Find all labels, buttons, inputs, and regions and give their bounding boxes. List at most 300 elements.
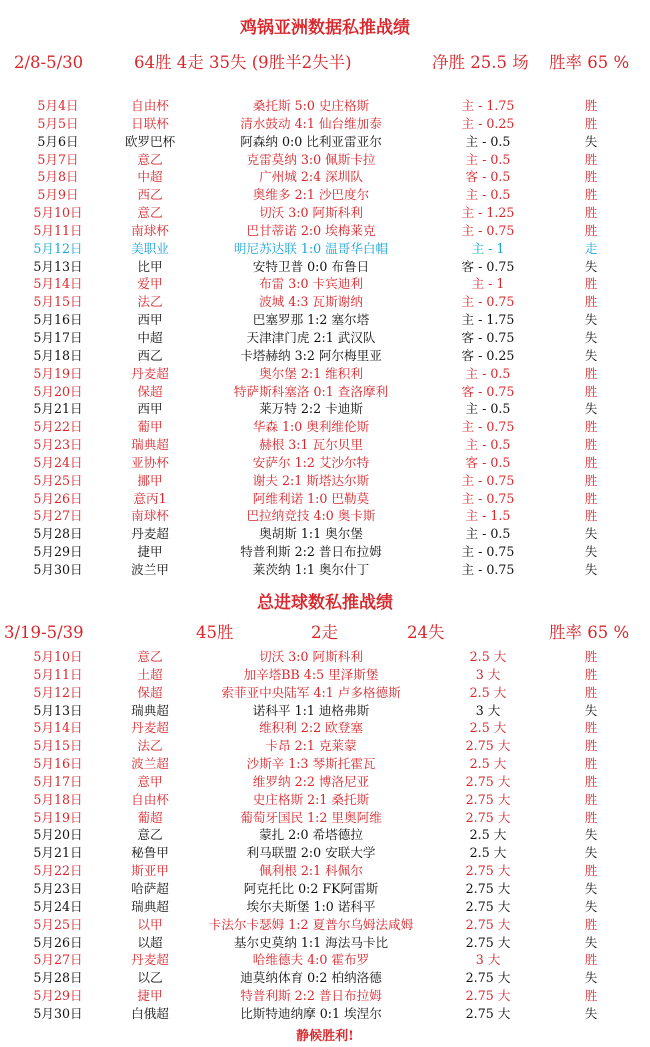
league-cell: 哈萨超 [131,880,169,896]
match-cell: 诺科平 1:1 迪格弗斯 [252,702,370,718]
date-cell: 5月24日 [33,454,83,470]
line-cell: 2.5 大 [469,827,507,843]
result-cell: 失 [584,544,598,560]
match-cell: 维积利 2:2 欧登塞 [259,720,363,736]
result-cell: 胜 [584,383,598,399]
date-cell: 5月4日 [37,98,79,113]
match-cell: 比斯特迪纳摩 0:1 埃涅尔 [240,1005,382,1021]
league-cell: 丹麦超 [131,526,169,542]
league-cell: 亚协杯 [131,454,169,470]
date-cell: 5月21日 [33,401,83,417]
match-cell: 佩利根 2:1 科佩尔 [259,863,363,879]
result-cell: 胜 [584,490,598,506]
table-row [0,737,650,755]
table-row [0,329,650,347]
line-cell: 2.75 大 [465,773,511,789]
date-cell: 5月19日 [33,365,83,381]
match-cell: 波城 4:3 瓦斯谢纳 [259,294,363,310]
line-cell: 2.5 大 [469,720,507,736]
date-cell: 5月29日 [33,544,83,560]
league-cell: 比甲 [137,258,163,274]
date-cell: 5月14日 [33,720,83,736]
result-cell: 胜 [584,169,598,185]
line-cell: 主 - 0.25 [461,115,515,131]
line-cell: 2.75 大 [465,970,511,986]
table-row [0,844,650,862]
date-cell: 5月27日 [33,508,83,524]
line-cell: 主 - 0.5 [465,526,511,542]
result-cell: 胜 [584,720,598,736]
league-cell: 斯亚甲 [131,863,169,879]
table-row [0,719,650,737]
result-cell: 胜 [584,187,598,203]
line-cell: 主 - 0.75 [461,544,515,560]
date-cell: 5月20日 [33,827,83,843]
goals-table [0,648,650,1023]
match-cell: 沙斯辛 1:3 琴斯托霍瓦 [246,756,376,772]
date-cell: 5月18日 [33,347,83,363]
table-row [0,151,650,169]
league-cell: 法乙 [137,294,163,310]
table-row [0,383,650,401]
league-cell: 丹麦超 [131,365,169,381]
match-cell: 克雷莫纳 3:0 佩斯卡拉 [246,151,376,167]
result-cell: 失 [584,561,598,577]
date-cell: 5月6日 [37,133,79,149]
match-cell: 安萨尔 1:2 艾沙尔特 [252,454,370,470]
table-row [0,826,650,844]
match-cell: 迪莫纳体育 0:2 柏纳洛德 [240,970,382,986]
match-cell: 奥尔堡 2:1 维积利 [259,365,363,381]
result-cell: 胜 [584,365,598,381]
table-row [0,347,650,365]
league-cell: 爱甲 [137,276,163,292]
line-cell: 主 - 0.75 [461,561,515,577]
date-cell: 5月27日 [33,952,83,968]
league-cell: 以乙 [137,970,163,986]
line-cell: 2.5 大 [469,649,507,664]
line-cell: 客 - 0.5 [465,169,511,185]
result-cell: 走 [584,240,598,256]
match-cell: 特萨斯科塞洛 0:1 查洛摩利 [233,383,389,399]
result-cell: 胜 [584,508,598,524]
match-cell: 特普利斯 2:2 普日布拉姆 [240,988,382,1004]
match-cell: 维罗纳 2:2 博洛尼亚 [252,773,370,789]
line-cell: 2.5 大 [469,756,507,772]
table-row [0,880,650,898]
result-cell: 胜 [584,863,598,879]
line-cell: 主 - 0.75 [461,222,515,238]
date-cell: 5月30日 [33,561,83,577]
table-row [0,275,650,293]
date-cell: 5月23日 [33,880,83,896]
date-cell: 5月13日 [33,258,83,274]
line-cell: 主 - 0.5 [465,437,511,453]
date-cell: 5月17日 [33,329,83,345]
line-cell: 主 - 0.5 [465,365,511,381]
asian-section-title: 鸡锅亚洲数据私推战绩 [240,18,410,38]
line-cell: 主 - 0.75 [461,294,515,310]
table-row [0,240,650,258]
league-cell: 瑞典超 [131,702,169,718]
result-cell: 胜 [584,916,598,932]
date-cell: 5月12日 [33,240,83,256]
match-cell: 哈维德夫 4:0 霍布罗 [252,952,370,968]
date-cell: 5月22日 [33,419,83,435]
result-cell: 胜 [584,115,598,131]
result-cell: 失 [584,880,598,896]
league-cell: 土超 [137,666,163,682]
league-cell: 保超 [137,684,163,700]
league-cell: 捷甲 [137,544,163,560]
league-cell: 日联杯 [131,115,169,131]
league-cell: 意乙 [137,827,163,843]
goals-draws: 2走 [311,623,338,642]
table-row [0,862,650,880]
league-cell: 西乙 [137,187,163,203]
table-row [0,490,650,508]
league-cell: 西甲 [137,401,163,417]
date-cell: 5月18日 [33,791,83,807]
match-cell: 清水鼓动 4:1 仙台维加泰 [240,115,382,131]
table-row [0,648,650,666]
match-cell: 安特卫普 0:0 布鲁日 [252,258,370,274]
table-row [0,684,650,702]
match-cell: 基尔史莫纳 1:1 海法马卡比 [233,934,389,950]
match-cell: 卡塔赫纳 3:2 阿尔梅里亚 [240,347,382,363]
result-cell: 失 [584,934,598,950]
date-cell: 5月21日 [33,845,83,861]
match-cell: 赫根 3:1 瓦尔贝里 [259,437,363,453]
league-cell: 葡甲 [137,419,163,435]
league-cell: 挪甲 [137,472,163,488]
line-cell: 主 - 1.25 [461,205,515,221]
table-row [0,365,650,383]
match-cell: 奥胡斯 1:1 奥尔堡 [259,526,363,542]
line-cell: 2.75 大 [465,934,511,950]
line-cell: 2.75 大 [465,863,511,879]
result-cell: 失 [584,133,598,149]
line-cell: 主 - 0.5 [465,133,511,149]
league-cell: 中超 [137,329,163,345]
league-cell: 欧罗巴杯 [124,133,176,149]
line-cell: 2.75 大 [465,916,511,932]
date-cell: 5月11日 [33,222,83,238]
line-cell: 客 - 0.75 [461,258,515,274]
line-cell: 主 - 1.5 [465,508,511,524]
line-cell: 3 大 [475,666,501,682]
line-cell: 2.75 大 [465,988,511,1004]
table-row [0,773,650,791]
result-cell: 胜 [584,791,598,807]
result-cell: 胜 [584,738,598,754]
table-row [0,916,650,934]
table-row [0,204,650,222]
table-row [0,543,650,561]
line-cell: 主 - 1 [471,240,505,256]
result-cell: 胜 [584,952,598,968]
date-cell: 5月11日 [33,666,83,682]
table-row [0,293,650,311]
asian-summary [0,50,650,76]
league-cell: 西乙 [137,347,163,363]
line-cell: 2.75 大 [465,809,511,825]
result-cell: 胜 [584,98,598,113]
result-cell: 胜 [584,666,598,682]
table-row [0,898,650,916]
league-cell: 以甲 [137,916,163,932]
match-cell: 加辛塔BB 4:5 里泽斯堡 [243,666,379,682]
line-cell: 主 - 0.75 [461,490,515,506]
table-row [0,418,650,436]
table-row [0,97,650,115]
table-row [0,472,650,490]
date-cell: 5月13日 [33,702,83,718]
line-cell: 2.5 大 [469,845,507,861]
line-cell: 主 - 0.5 [465,187,511,203]
league-cell: 意乙 [137,151,163,167]
date-cell: 5月17日 [33,773,83,789]
table-row [0,755,650,773]
result-cell: 胜 [584,419,598,435]
league-cell: 南球杯 [131,222,169,238]
asian-period: 2/8-5/30 [14,53,84,72]
date-cell: 5月12日 [33,684,83,700]
date-cell: 5月22日 [33,863,83,879]
date-cell: 5月28日 [33,970,83,986]
table-row [0,987,650,1005]
match-cell: 卡法尔卡瑟姆 1:2 夏普尔乌姆法咸姆 [208,916,414,932]
goals-losses: 24失 [407,623,445,642]
table-row [0,436,650,454]
table-row [0,133,650,151]
match-cell: 布雷 3:0 卡宾迪利 [259,276,363,292]
league-cell: 波兰超 [131,756,169,772]
result-cell: 失 [584,258,598,274]
league-cell: 丹麦超 [131,720,169,736]
date-cell: 5月25日 [33,916,83,932]
result-cell: 失 [584,702,598,718]
date-cell: 5月28日 [33,526,83,542]
date-cell: 5月16日 [33,756,83,772]
table-row [0,115,650,133]
line-cell: 2.75 大 [465,880,511,896]
match-cell: 巴甘蒂诺 2:0 埃梅莱克 [246,222,376,238]
league-cell: 秘鲁甲 [131,845,169,861]
line-cell: 3 大 [475,702,501,718]
date-cell: 5月26日 [33,934,83,950]
table-row [0,561,650,579]
match-cell: 葡萄牙国民 1:2 里奥阿维 [240,809,382,825]
table-row [0,168,650,186]
match-cell: 索菲亚中央陆军 4:1 卢多格德斯 [221,684,401,700]
date-cell: 5月23日 [33,437,83,453]
table-row [0,525,650,543]
match-cell: 阿克托比 0:2 FK阿雷斯 [243,880,379,896]
league-cell: 自由杯 [131,98,169,113]
result-cell: 失 [584,312,598,328]
table-row [0,507,650,525]
match-cell: 利马联盟 2:0 安联大学 [246,845,376,861]
date-cell: 5月30日 [33,1005,83,1021]
league-cell: 法乙 [137,738,163,754]
table-row [0,791,650,809]
result-cell: 胜 [584,773,598,789]
match-cell: 巴塞罗那 1:2 塞尔塔 [252,312,370,328]
date-cell: 5月26日 [33,490,83,506]
league-cell: 丹麦超 [131,952,169,968]
date-cell: 5月24日 [33,898,83,914]
result-cell: 失 [584,526,598,542]
league-cell: 白俄超 [131,1005,169,1021]
line-cell: 客 - 0.5 [465,454,511,470]
result-cell: 胜 [584,437,598,453]
result-cell: 胜 [584,276,598,292]
match-cell: 广州城 2:4 深圳队 [259,169,363,185]
result-cell: 失 [584,970,598,986]
table-row [0,666,650,684]
match-cell: 埃尔夫斯堡 1:0 诺科平 [246,898,376,914]
line-cell: 主 - 1.75 [461,312,515,328]
date-cell: 5月19日 [33,809,83,825]
league-cell: 捷甲 [137,988,163,1004]
date-cell: 5月5日 [37,115,79,131]
result-cell: 胜 [584,809,598,825]
date-cell: 5月9日 [37,187,79,203]
line-cell: 主 - 0.75 [461,419,515,435]
result-cell: 失 [584,845,598,861]
table-row [0,222,650,240]
league-cell: 美职业 [131,240,169,256]
result-cell: 失 [584,347,598,363]
result-cell: 胜 [584,649,598,664]
match-cell: 华森 1:0 奥利维伦斯 [252,419,370,435]
date-cell: 5月8日 [37,169,79,185]
league-cell: 意乙 [137,205,163,221]
date-cell: 5月29日 [33,988,83,1004]
league-cell: 波兰甲 [131,561,169,577]
date-cell: 5月10日 [33,649,83,664]
asian-net: 净胜 25.5 场 [432,53,529,72]
league-cell: 葡超 [137,809,163,825]
result-cell: 失 [584,827,598,843]
result-cell: 胜 [584,454,598,470]
result-cell: 失 [584,898,598,914]
date-cell: 5月10日 [33,205,83,221]
date-cell: 5月15日 [33,294,83,310]
table-row [0,258,650,276]
league-cell: 中超 [137,169,163,185]
match-cell: 特普利斯 2:2 普日布拉姆 [240,544,382,560]
line-cell: 2.75 大 [465,1005,511,1021]
line-cell: 主 - 1.75 [461,98,515,113]
result-cell: 胜 [584,222,598,238]
match-cell: 阿维利诺 1:0 巴勒莫 [252,490,370,506]
table-row [0,969,650,987]
table-row [0,186,650,204]
match-cell: 奥维多 2:1 沙巴度尔 [252,187,370,203]
goals-rate: 胜率 65 % [549,623,630,642]
line-cell: 3 大 [475,952,501,968]
match-cell: 卡昂 2:1 克莱蒙 [265,738,357,754]
match-cell: 阿森纳 0:0 比利亚雷亚尔 [240,133,382,149]
date-cell: 5月14日 [33,276,83,292]
line-cell: 2.5 大 [469,684,507,700]
goals-summary [0,620,650,646]
date-cell: 5月16日 [33,312,83,328]
league-cell: 西甲 [137,312,163,328]
goals-section-title: 总进球数私推战绩 [257,593,393,613]
asian-table [0,97,650,579]
table-row [0,454,650,472]
asian-rate: 胜率 65 % [549,53,630,72]
match-cell: 桑托斯 5:0 史庄格斯 [252,98,370,113]
league-cell: 意乙 [137,649,163,664]
table-row [0,702,650,720]
date-cell: 5月7日 [37,151,79,167]
date-cell: 5月20日 [33,383,83,399]
match-cell: 明尼苏达联 1:0 温哥华白帽 [233,240,389,256]
match-cell: 谢夫 2:1 斯塔达尔斯 [252,472,370,488]
asian-record: 64胜 4走 35失 (9胜半2失半) [134,53,352,72]
date-cell: 5月15日 [33,738,83,754]
line-cell: 主 - 0.5 [465,401,511,417]
result-cell: 失 [584,329,598,345]
league-cell: 自由杯 [131,791,169,807]
match-cell: 莱茨纳 1:1 奥尔什丁 [252,561,370,577]
league-cell: 以超 [137,934,163,950]
league-cell: 瑞典超 [131,898,169,914]
result-cell: 胜 [584,756,598,772]
table-row [0,311,650,329]
table-row [0,934,650,952]
line-cell: 客 - 0.75 [461,383,515,399]
goals-wins: 45胜 [196,623,234,642]
match-cell: 蒙扎 2:0 希塔德拉 [259,827,363,843]
match-cell: 切沃 3:0 阿斯科利 [259,205,363,221]
result-cell: 胜 [584,205,598,221]
line-cell: 主 - 0.75 [461,472,515,488]
match-cell: 巴拉纳竞技 4:0 奥卡斯 [246,508,376,524]
table-row [0,1005,650,1023]
result-cell: 胜 [584,988,598,1004]
table-row [0,400,650,418]
result-cell: 失 [584,401,598,417]
table-row [0,951,650,969]
match-cell: 史庄格斯 2:1 桑托斯 [252,791,370,807]
match-cell: 切沃 3:0 阿斯科利 [259,649,363,664]
line-cell: 主 - 1 [471,276,505,292]
result-cell: 胜 [584,151,598,167]
line-cell: 客 - 0.75 [461,329,515,345]
line-cell: 主 - 0.5 [465,151,511,167]
league-cell: 意甲 [137,773,163,789]
result-cell: 胜 [584,684,598,700]
table-row [0,809,650,827]
goals-period: 3/19-5/39 [4,623,84,642]
league-cell: 保超 [137,383,163,399]
league-cell: 瑞典超 [131,437,169,453]
league-cell: 意丙1 [133,490,167,506]
line-cell: 客 - 0.25 [461,347,515,363]
goals-footer: 静候胜利! [296,1029,354,1044]
result-cell: 胜 [584,472,598,488]
result-cell: 失 [584,1005,598,1021]
result-cell: 胜 [584,294,598,310]
line-cell: 2.75 大 [465,791,511,807]
league-cell: 南球杯 [131,508,169,524]
match-cell: 天津津门虎 2:1 武汉队 [246,329,376,345]
